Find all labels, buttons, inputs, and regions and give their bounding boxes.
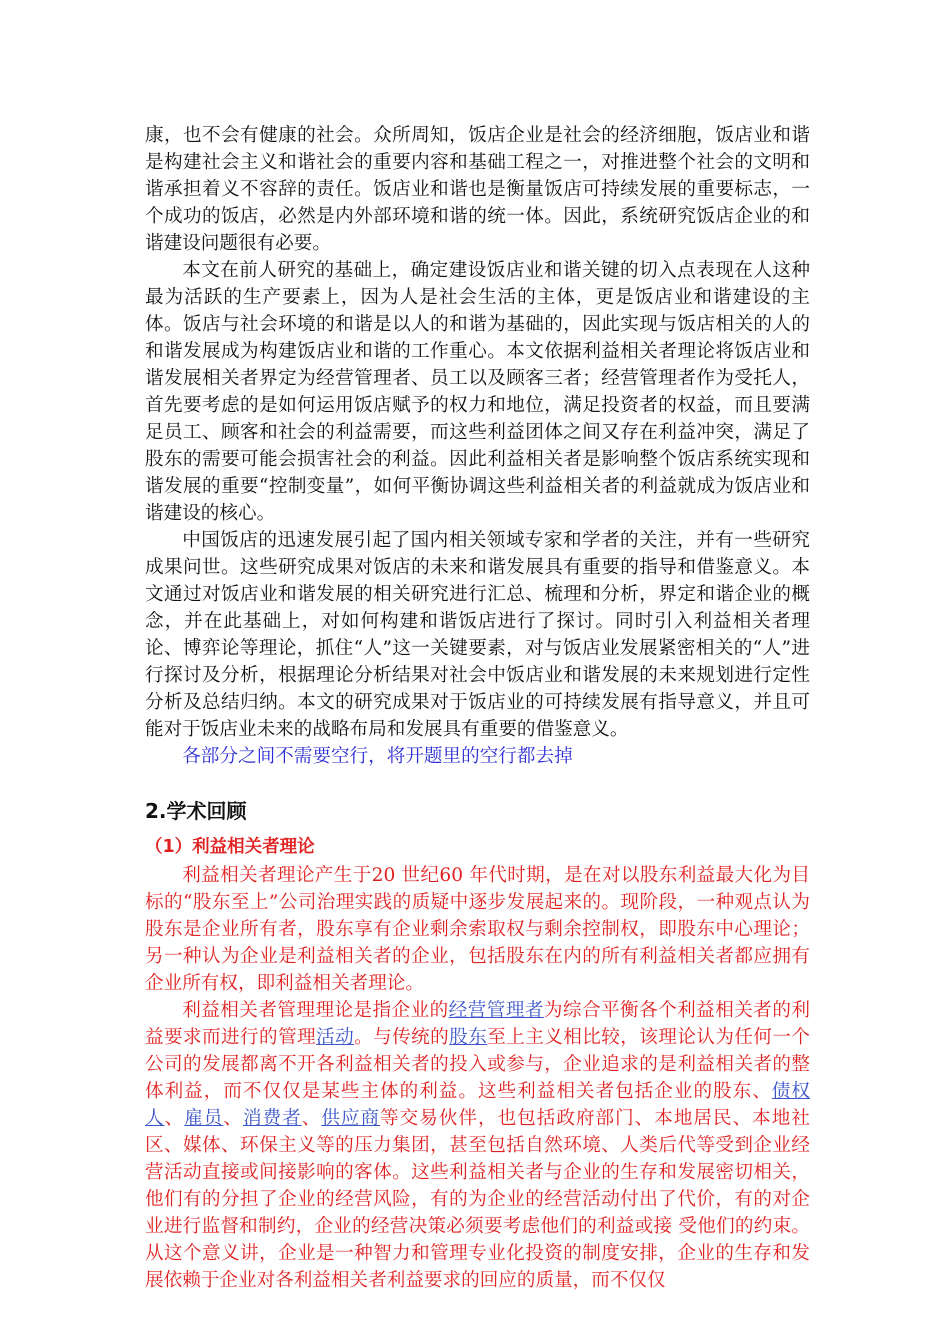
text-run: 、 bbox=[301, 1108, 322, 1129]
paragraph-key-point: 本文在前人研究的基础上，确定建设饭店业和谐关键的切入点表现在人这种最为活跃的生产要素上，因为人是社会生活的主体，更是饭店业和谐建设的主体。饭店与社会环境的和谐是以人的和谐为基础的，因此实现与饭店相关的人的和谐发展成为构建饭店业和谐的工作重心。本文依据利益相关者理论将饭店业和谐发展相关者界定为经营管理者、员工以及顾客三者；经营管理者作为受托人，首先要考虑的是如何运用饭店赋予的权力和地位，满足投资者的权益，而且要满足员工、顾客和社会的利益需要，而这些利益团体之间又存在利益冲突，满足了股东的需要可能会损害社会的利益。因此利益相关者是影响整个饭店系统实现和谐发展的重要“控制变量”，如何平衡协调这些利益相关者的利益就成为饭店业和谐建设的核心。 bbox=[145, 260, 810, 524]
link-creditor[interactable]: 债权人 bbox=[145, 1081, 810, 1129]
section-heading: 2.学术回顾 bbox=[145, 799, 247, 823]
text-run: 为综合平衡各个利益相关者的利益要求而进行的管理 bbox=[145, 1000, 810, 1048]
link-consumer[interactable]: 消费者 bbox=[242, 1108, 302, 1129]
paragraph-research-summary: 中国饭店的迅速发展引起了国内相关领域专家和学者的关注，并有一些研究成果问世。这些研究成果对饭店的未来和谐发展具有重要的指导和借鉴意义。本文通过对饭店业和谐发展的相关研究进行汇总、梳理和分析，界定和谐企业的概念，并在此基础上，对如何构建和谐饭店进行了探讨。同时引入利益相关者理论、博弈论等理论，抓住“人”这一关键要素，对与饭店业发展紧密相关的“人”进行探讨及分析，根据理论分析结果对社会中饭店业和谐发展的未来规划进行定性分析及总结归纳。本文的研究成果对于饭店业的可持续发展有指导意义，并且可能对于饭店业未来的战略布局和发展具有重要的借鉴意义。 bbox=[145, 530, 810, 740]
link-supplier[interactable]: 供应商 bbox=[321, 1108, 381, 1129]
link-manager[interactable]: 经营管理者 bbox=[448, 1000, 544, 1021]
link-employee[interactable]: 雇员 bbox=[184, 1108, 224, 1129]
paragraph-continued: 康，也不会有健康的社会。众所周知，饭店企业是社会的经济细胞，饭店业和谐是构建社会主义和谐社会的重要内容和基础工程之一，对推进整个社会的文明和谐承担着义不容辞的责任。饭店业和谐也是衡量饭店可持续发展的重要标志，一个成功的饭店，必然是内外部环境和谐的统一体。因此，系统研究饭店企业的和谐建设问题很有必要。 bbox=[145, 125, 810, 254]
subsection-heading: （1）利益相关者理论 bbox=[145, 837, 315, 857]
document-page bbox=[145, 122, 810, 1294]
link-shareholder[interactable]: 股东 bbox=[449, 1027, 488, 1048]
paragraph-stakeholder-origin: 利益相关者理论产生于20 世纪60 年代时期，是在对以股东利益最大化为目标的“股东至上”公司治理实践的质疑中逐步发展起来的。现阶段，一种观点认为股东是企业所有者，股东享有企业剩余索取权与剩余控制权，即股东中心理论；另一种认为企业是利益相关者的企业，包括股东在内的所有利益相关者都应拥有企业所有权，即利益相关者理论。 bbox=[145, 865, 810, 994]
paragraph-stakeholder-management bbox=[145, 997, 810, 1294]
text-run: 利益相关者管理理论是指企业的 bbox=[182, 1000, 449, 1021]
text-run: 。与传统的 bbox=[354, 1027, 450, 1048]
text-run: 等交易伙伴，也包括政府部门、本地居民、本地社区、媒体、环保主义等的压力集团，甚至包括自然环境、人类后代等受到企业经营活动直接或间接影响的客体。这些利益相关者与企业的生存和发展密切相关，他们有的分担了企业的经营风险，有的为企业的经营活动付出了代价，有的对企业进行监督和制约，企业的经营决策必须要考虑他们的利益或接 受他们的约束。从这个意义讲，企业是一种智力和管理专业化投资的制度安排，企业的生存和发展依赖于企业对各利益相关者利益要求的回应的质量，而不仅仅 bbox=[145, 1108, 810, 1291]
text-run: 、 bbox=[164, 1108, 185, 1129]
link-activity[interactable]: 活动 bbox=[316, 1027, 355, 1048]
editor-note: 各部分之间不需要空行，将开题里的空行都去掉 bbox=[182, 746, 573, 767]
text-run: 至上主义相比较，该理论认为任何一个公司的发展都离不开各利益相关者的投入或参与，企业追求的是利益相关者的整体利益，而不仅仅是某些主体的利益。这些利益相关者包括企业的股东、 bbox=[145, 1027, 810, 1102]
text-run: 、 bbox=[223, 1108, 243, 1129]
